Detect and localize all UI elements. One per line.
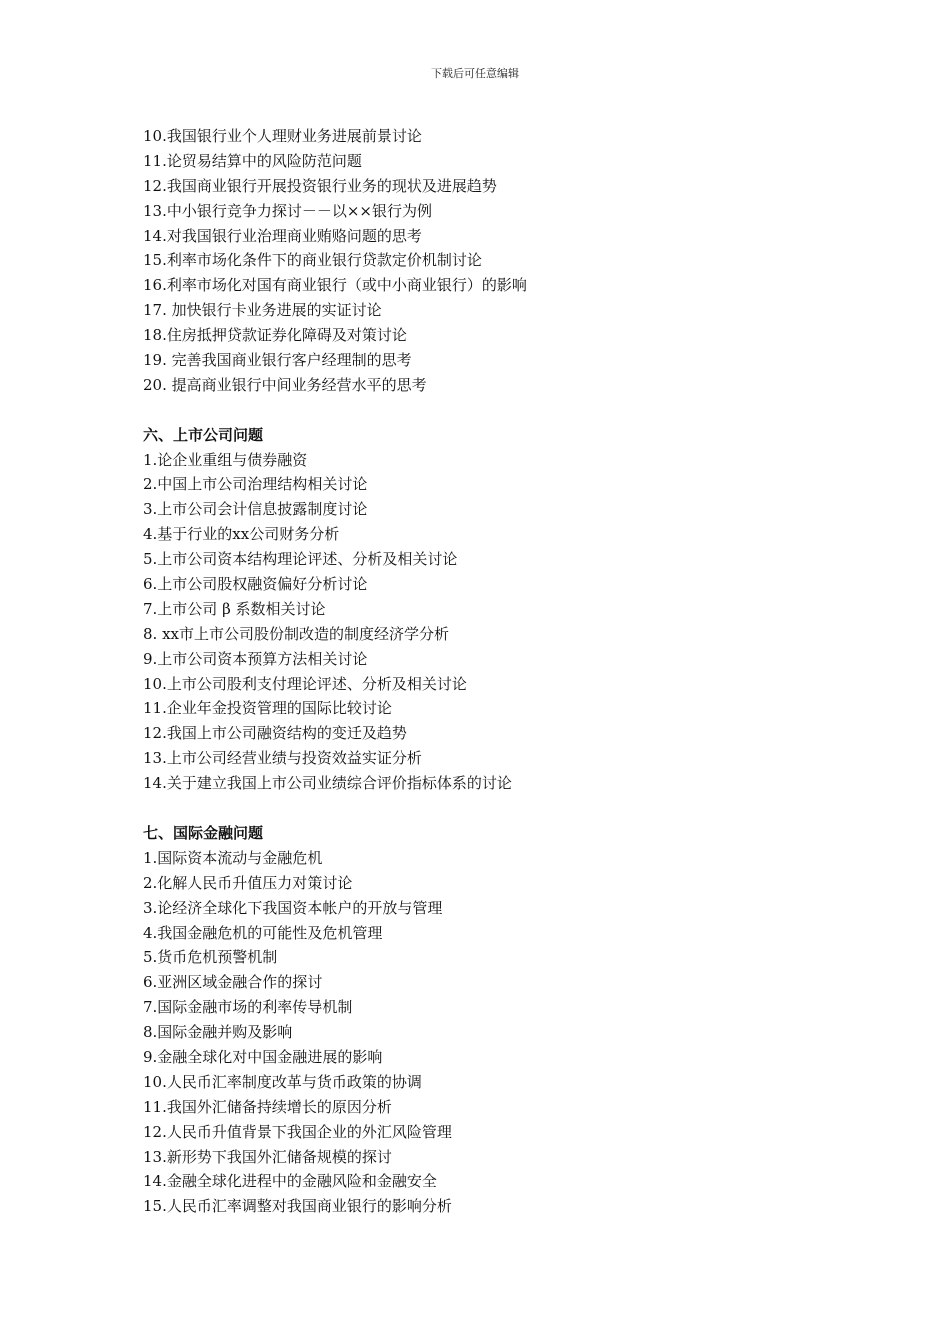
section-heading: 七、国际金融问题 <box>143 823 264 842</box>
list-item: 5.上市公司资本结构理论评述、分析及相关讨论 <box>143 550 458 569</box>
document-body <box>143 124 843 1219</box>
bank-topics-list <box>143 124 843 398</box>
page-header: 下载后可任意编辑 <box>431 67 519 80</box>
list-item: 3.论经济全球化下我国资本帐户的开放与管理 <box>143 898 443 917</box>
section-heading: 六、上市公司问题 <box>143 425 264 444</box>
list-item: 3.上市公司会计信息披露制度讨论 <box>143 500 368 519</box>
list-item: 9.上市公司资本预算方法相关讨论 <box>143 649 368 668</box>
list-item: 14.对我国银行业治理商业贿赂问题的思考 <box>143 226 422 245</box>
list-item: 4.基于行业的xx公司财务分析 <box>143 525 340 544</box>
list-item: 19. 完善我国商业银行客户经理制的思考 <box>143 351 412 370</box>
list-item: 1.论企业重组与债券融资 <box>143 450 308 469</box>
list-item: 11.我国外汇储备持续增长的原因分析 <box>143 1097 392 1116</box>
list-item: 2.化解人民币升值压力对策讨论 <box>143 873 353 892</box>
list-item: 10.人民币汇率制度改革与货币政策的协调 <box>143 1072 422 1091</box>
list-item: 16.利率市场化对国有商业银行（或中小商业银行）的影响 <box>143 276 527 295</box>
listed-company-section <box>143 423 843 796</box>
list-item: 12.我国上市公司融资结构的变迁及趋势 <box>143 724 407 743</box>
list-item: 18.住房抵押贷款证券化障碍及对策讨论 <box>143 326 407 345</box>
list-item: 13.上市公司经营业绩与投资效益实证分析 <box>143 749 422 768</box>
list-item: 7.上市公司 β 系数相关讨论 <box>143 599 326 618</box>
list-item: 4.我国金融危机的可能性及危机管理 <box>143 923 383 942</box>
list-item: 5.货币危机预警机制 <box>143 948 278 967</box>
list-item: 13.新形势下我国外汇储备规模的探讨 <box>143 1147 392 1166</box>
list-item: 8. xx市上市公司股份制改造的制度经济学分析 <box>143 624 450 643</box>
list-item: 12.人民币升值背景下我国企业的外汇风险管理 <box>143 1122 452 1141</box>
list-item: 9.金融全球化对中国金融进展的影响 <box>143 1047 383 1066</box>
list-item: 10.上市公司股利支付理论评述、分析及相关讨论 <box>143 674 467 693</box>
list-item: 7.国际金融市场的利率传导机制 <box>143 998 353 1017</box>
list-item: 14.金融全球化进程中的金融风险和金融安全 <box>143 1172 437 1191</box>
list-item: 15.人民币汇率调整对我国商业银行的影响分析 <box>143 1197 452 1216</box>
section-spacer <box>143 398 843 423</box>
list-item: 6.亚洲区域金融合作的探讨 <box>143 973 323 992</box>
intl-finance-section <box>143 821 843 1219</box>
list-item: 15.利率市场化条件下的商业银行贷款定价机制讨论 <box>143 251 482 270</box>
list-item: 14.关于建立我国上市公司业绩综合评价指标体系的讨论 <box>143 774 512 793</box>
list-item: 6.上市公司股权融资偏好分析讨论 <box>143 575 368 594</box>
list-item: 8.国际金融并购及影响 <box>143 1023 293 1042</box>
list-item: 10.我国银行业个人理财业务进展前景讨论 <box>143 127 422 145</box>
list-item: 20. 提高商业银行中间业务经营水平的思考 <box>143 375 427 394</box>
list-item: 11.企业年金投资管理的国际比较讨论 <box>143 699 392 718</box>
list-item: 2.中国上市公司治理结构相关讨论 <box>143 475 368 494</box>
list-item: 11.论贸易结算中的风险防范问题 <box>143 151 362 170</box>
list-item: 12.我国商业银行开展投资银行业务的现状及进展趋势 <box>143 176 497 195</box>
list-item: 13.中小银行竞争力探讨－－以××银行为例 <box>143 201 432 220</box>
section-spacer <box>143 796 843 821</box>
list-item: 17. 加快银行卡业务进展的实证讨论 <box>143 301 382 320</box>
list-item: 1.国际资本流动与金融危机 <box>143 848 323 867</box>
